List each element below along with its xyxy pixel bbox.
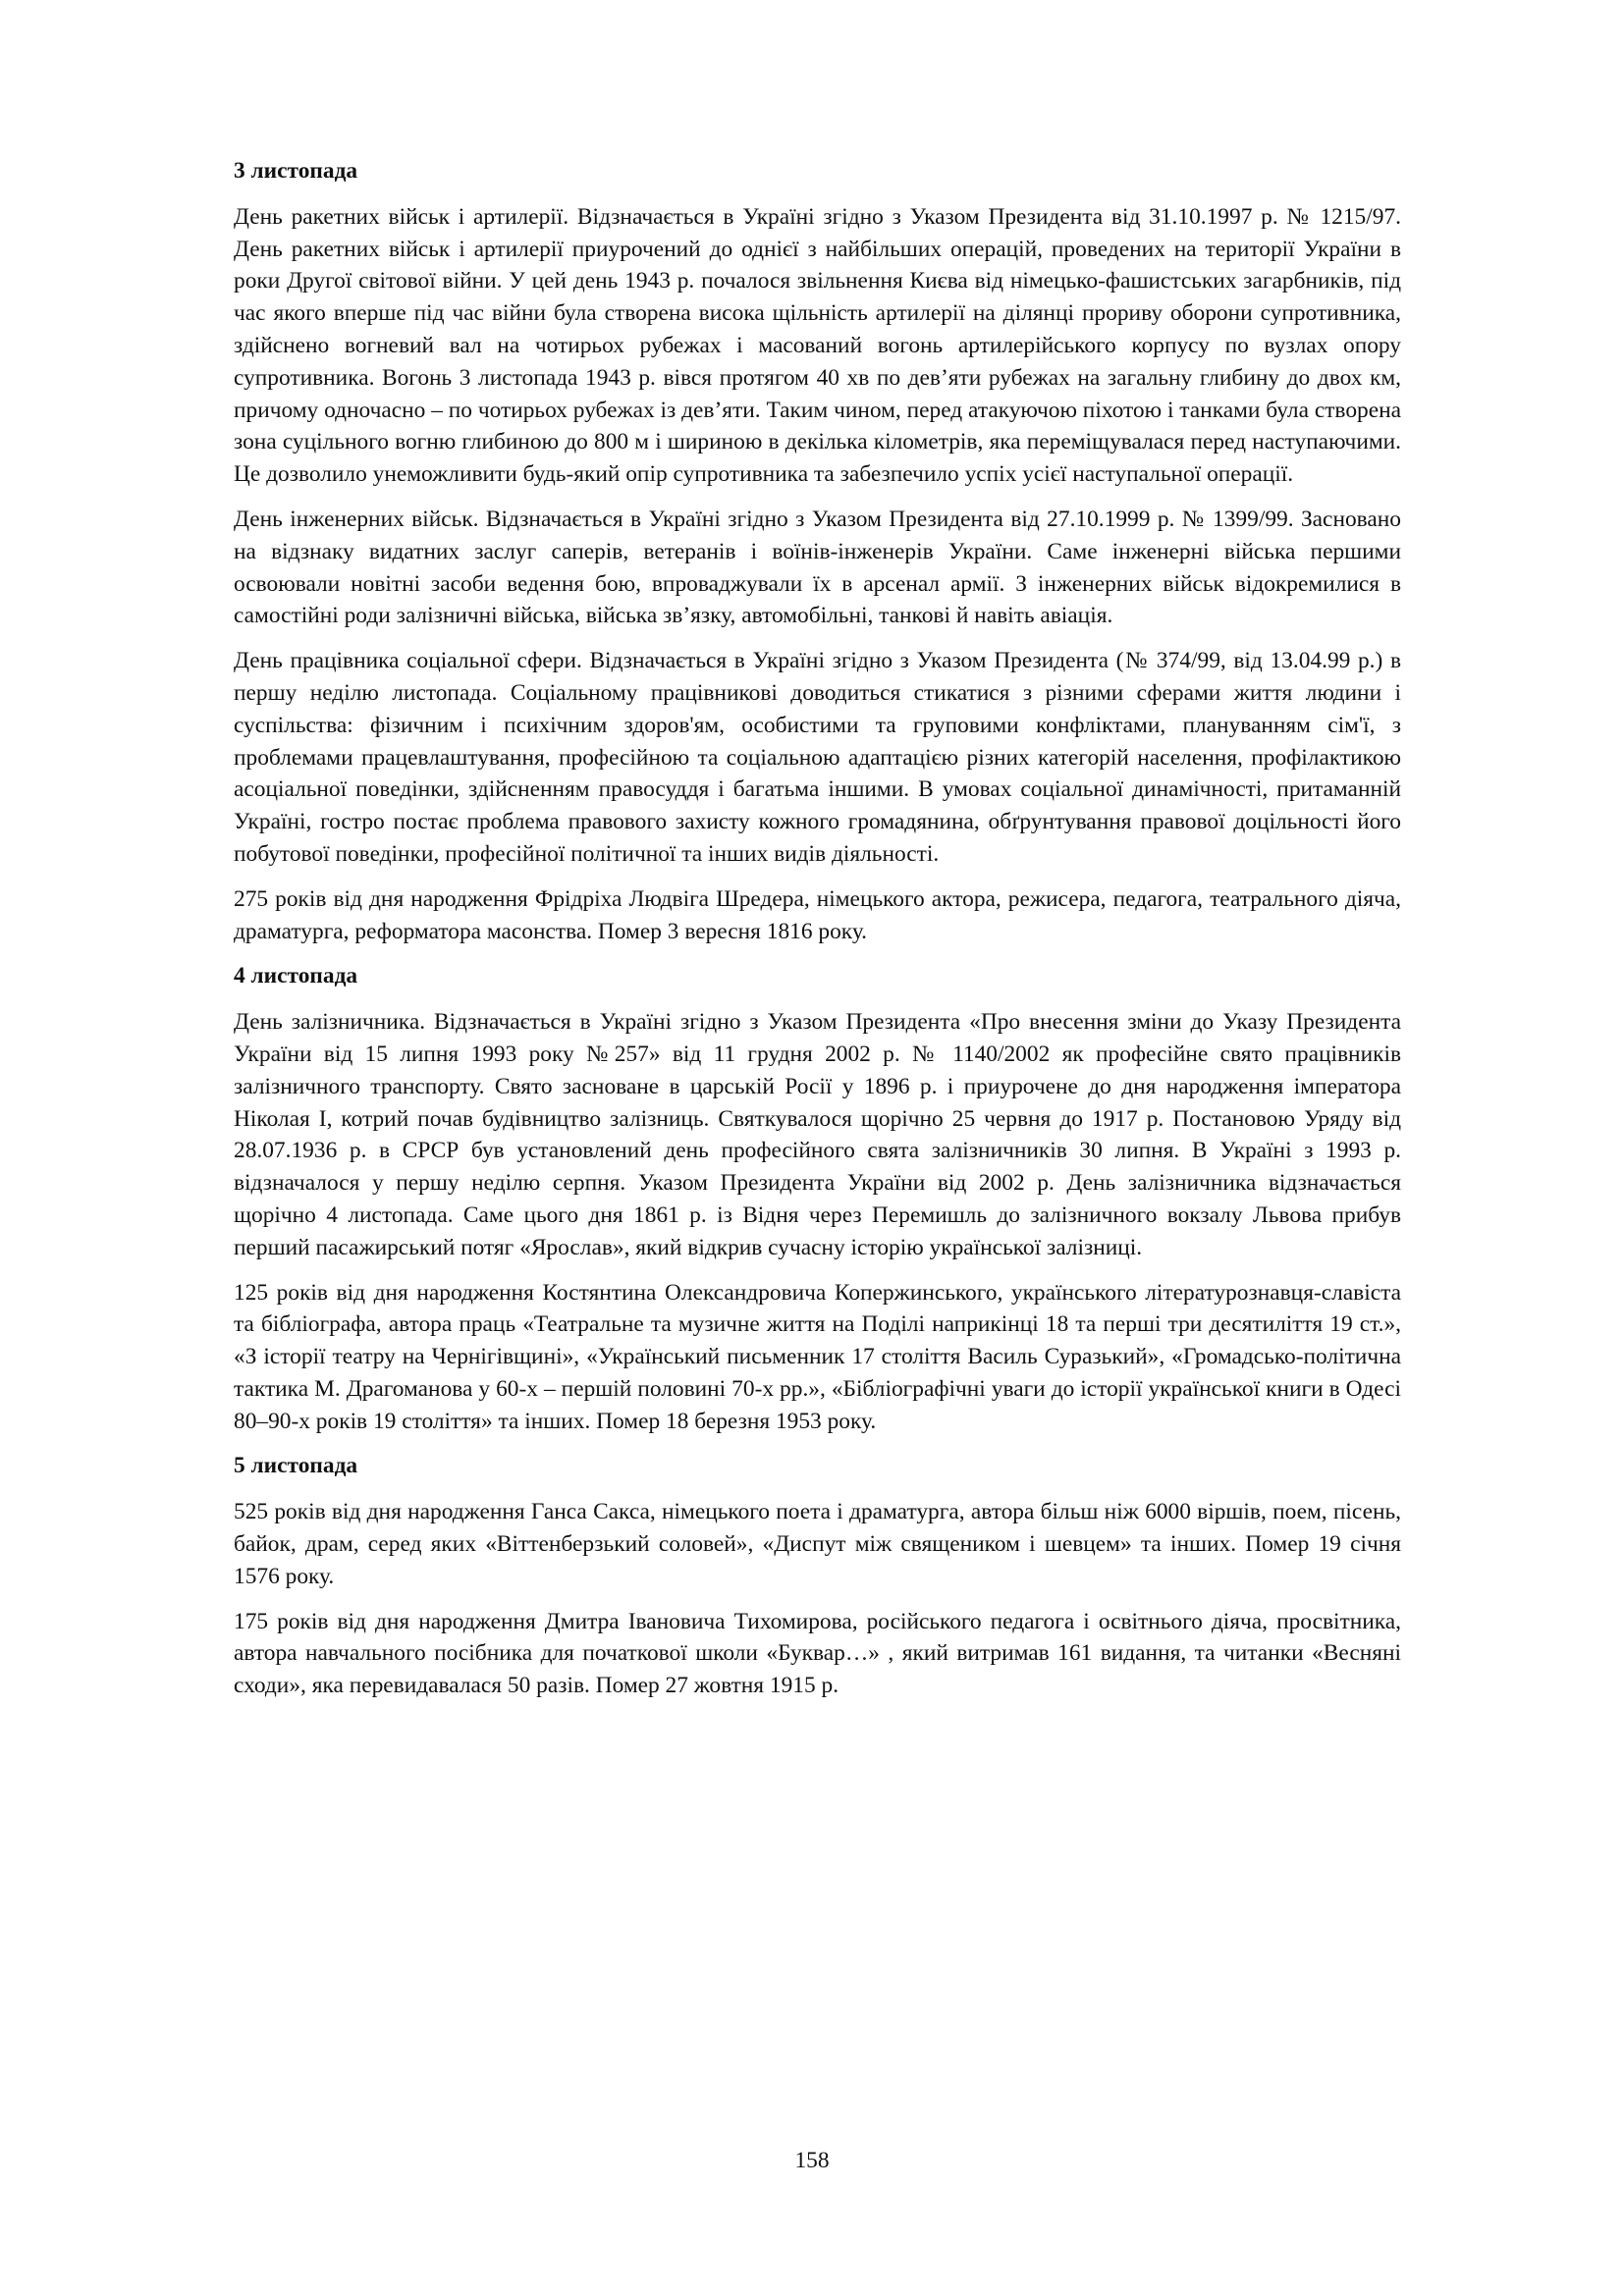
paragraph-rocket-artillery-day: День ракетних військ і артилерії. Відзначається в Україні згідно з Указом Президента від 31.10.1997 р. № 1215/97. День ракетних військ і артилерії приурочений до однієї з найбільших операцій, проведених на території України в роки Другої світової війни. У цей день 1943 р. почалося звільнення Києва від німецько-фашистських загарбників, під час якого вперше під час війни була створена висока щільність артилерії на ділянці прориву оборони супротивника, здійснено вогневий вал на чотирьох рубежах і масований вогонь артилерійського корпусу по вузлах опору супротивника. Вогонь 3 листопада 1943 р. вівся протягом 40 хв по дев’яти рубежах на загальну глибину до двох км, причому одночасно – по чотирьох рубежах із дев’яти. Таким чином, перед атакуючою піхотою і танками була створена зона суцільного вогню глибиною до 800 м і шириною в декілька кілометрів, яка переміщувалася перед наступаючими. Це дозволило унеможливити будь-який опір супротивника та забезпечило успіх усієї наступальної операції. [234, 203, 1401, 488]
paragraph-railway-worker-day: День залізничника. Відзначається в Україні згідно з Указом Президента «Про внесення зміни до Указу Президента України від 15 липня 1993 року №257» від 11 грудня 2002 р. № 1140/2002 як професійне свято працівників залізничного транспорту. Свято засноване в царській Росії у 1896 р. і приурочене до дня народження імператора Ніколая I, котрий почав будівництво залізниць. Святкувалося щорічно 25 червня до 1917 р. Постановою Уряду від 28.07.1936 р. в СРСР був установлений день професійного свята залізничників 30 липня. В Україні з 1993 р. відзначалося у першу неділю серпня. Указом Президента України від 2002 р. День залізничника відзначається щорічно 4 листопада. Саме цього дня 1861 р. із Відня через Перемишль до залізничного вокзалу Львова прибув перший пасажирський потяг «Ярослав», який відкрив сучасну історію української залізниці. [234, 1009, 1401, 1260]
section-heading: 4 листопада [234, 963, 358, 989]
paragraph-sachs-anniversary: 525 років від дня народження Ганса Сакса, німецького поета і драматурга, автора більш ніж 6000 віршів, поем, пісень, байок, драм, серед яких «Віттенберзький соловей», «Диспут між священиком і шевцем» та інших. Помер 19 січня 1576 року. [234, 1499, 1401, 1589]
paragraph-engineer-troops-day: День інженерних військ. Відзначається в Україні згідно з Указом Президента від 27.10.1999 р. № 1399/99. Засновано на відзнаку видатних заслуг саперів, ветеранів і воїнів-інженерів України. Саме інженерні війська першими освоювали новітні засоби ведення бою, впроваджували їх в арсенал армії. З інженерних військ відокремилися в самостійні роди залізничні війська, війська зв’язку, автомобільні, танкові й навіть авіація. [234, 506, 1401, 629]
section-nov-4 [234, 960, 1401, 1437]
section-heading: 3 листопада [234, 158, 358, 184]
paragraph-tikhomirov-anniversary: 175 років від дня народження Дмитра Івановича Тихомирова, російського педагога і освітнього діяча, просвітника, автора навчального посібника для початкової школи «Буквар…» , який витримав 161 видання, та читанки «Весняні сходи», яка перевидавалася 50 разів. Помер 27 жовтня 1915 р. [234, 1608, 1401, 1699]
paragraph-koperzhynsky-anniversary: 125 років від дня народження Костянтина Олександровича Копержинського, українського літературознавця-славіста та бібліографа, автора праць «Театральне та музичне життя на Поділі наприкінці 18 та перші три десятиліття 19 ст.», «З історії театру на Чернігівщині», «Український письменник 17 століття Василь Суразький», «Громадсько-політична тактика М. Драгоманова у 60-х – першій половині 70-х рр.», «Бібліографічні уваги до історії української книги в Одесі 80–90-х років 19 століття» та інших. Помер 18 березня 1953 року. [234, 1279, 1401, 1434]
section-nov-5 [234, 1450, 1401, 1702]
section-heading: 5 листопада [234, 1453, 358, 1479]
section-nov-3 [234, 155, 1401, 947]
paragraph-schroeder-anniversary: 275 років від дня народження Фрідріха Людвіга Шредера, німецького актора, режисера, педагога, театрального діяча, драматурга, реформатора масонства. Помер 3 вересня 1816 року. [234, 885, 1401, 944]
page-number: 158 [794, 2148, 830, 2173]
paragraph-social-worker-day: День працівника соціальної сфери. Відзначається в Україні згідно з Указом Президента (№ 374/99, від 13.04.99 р.) в першу неділю листопада. Соціальному працівникові доводиться стикатися з різними сферами життя людини і суспільства: фізичним і психічним здоров'ям, особистими та груповими конфліктами, плануванням сім'ї, з проблемами працевлаштування, професійною та соціальною адаптацією різних категорій населення, профілактикою асоціальної поведінки, здійсненням правосуддя і багатьма іншими. В умовах соціальної динамічності, притаманній Україні, гостро постає проблема правового захисту кожного громадянина, обґрунтування правової доцільності його побутової поведінки, професійної політичної та інших видів діяльності. [234, 648, 1401, 867]
page-content [234, 155, 1401, 1715]
